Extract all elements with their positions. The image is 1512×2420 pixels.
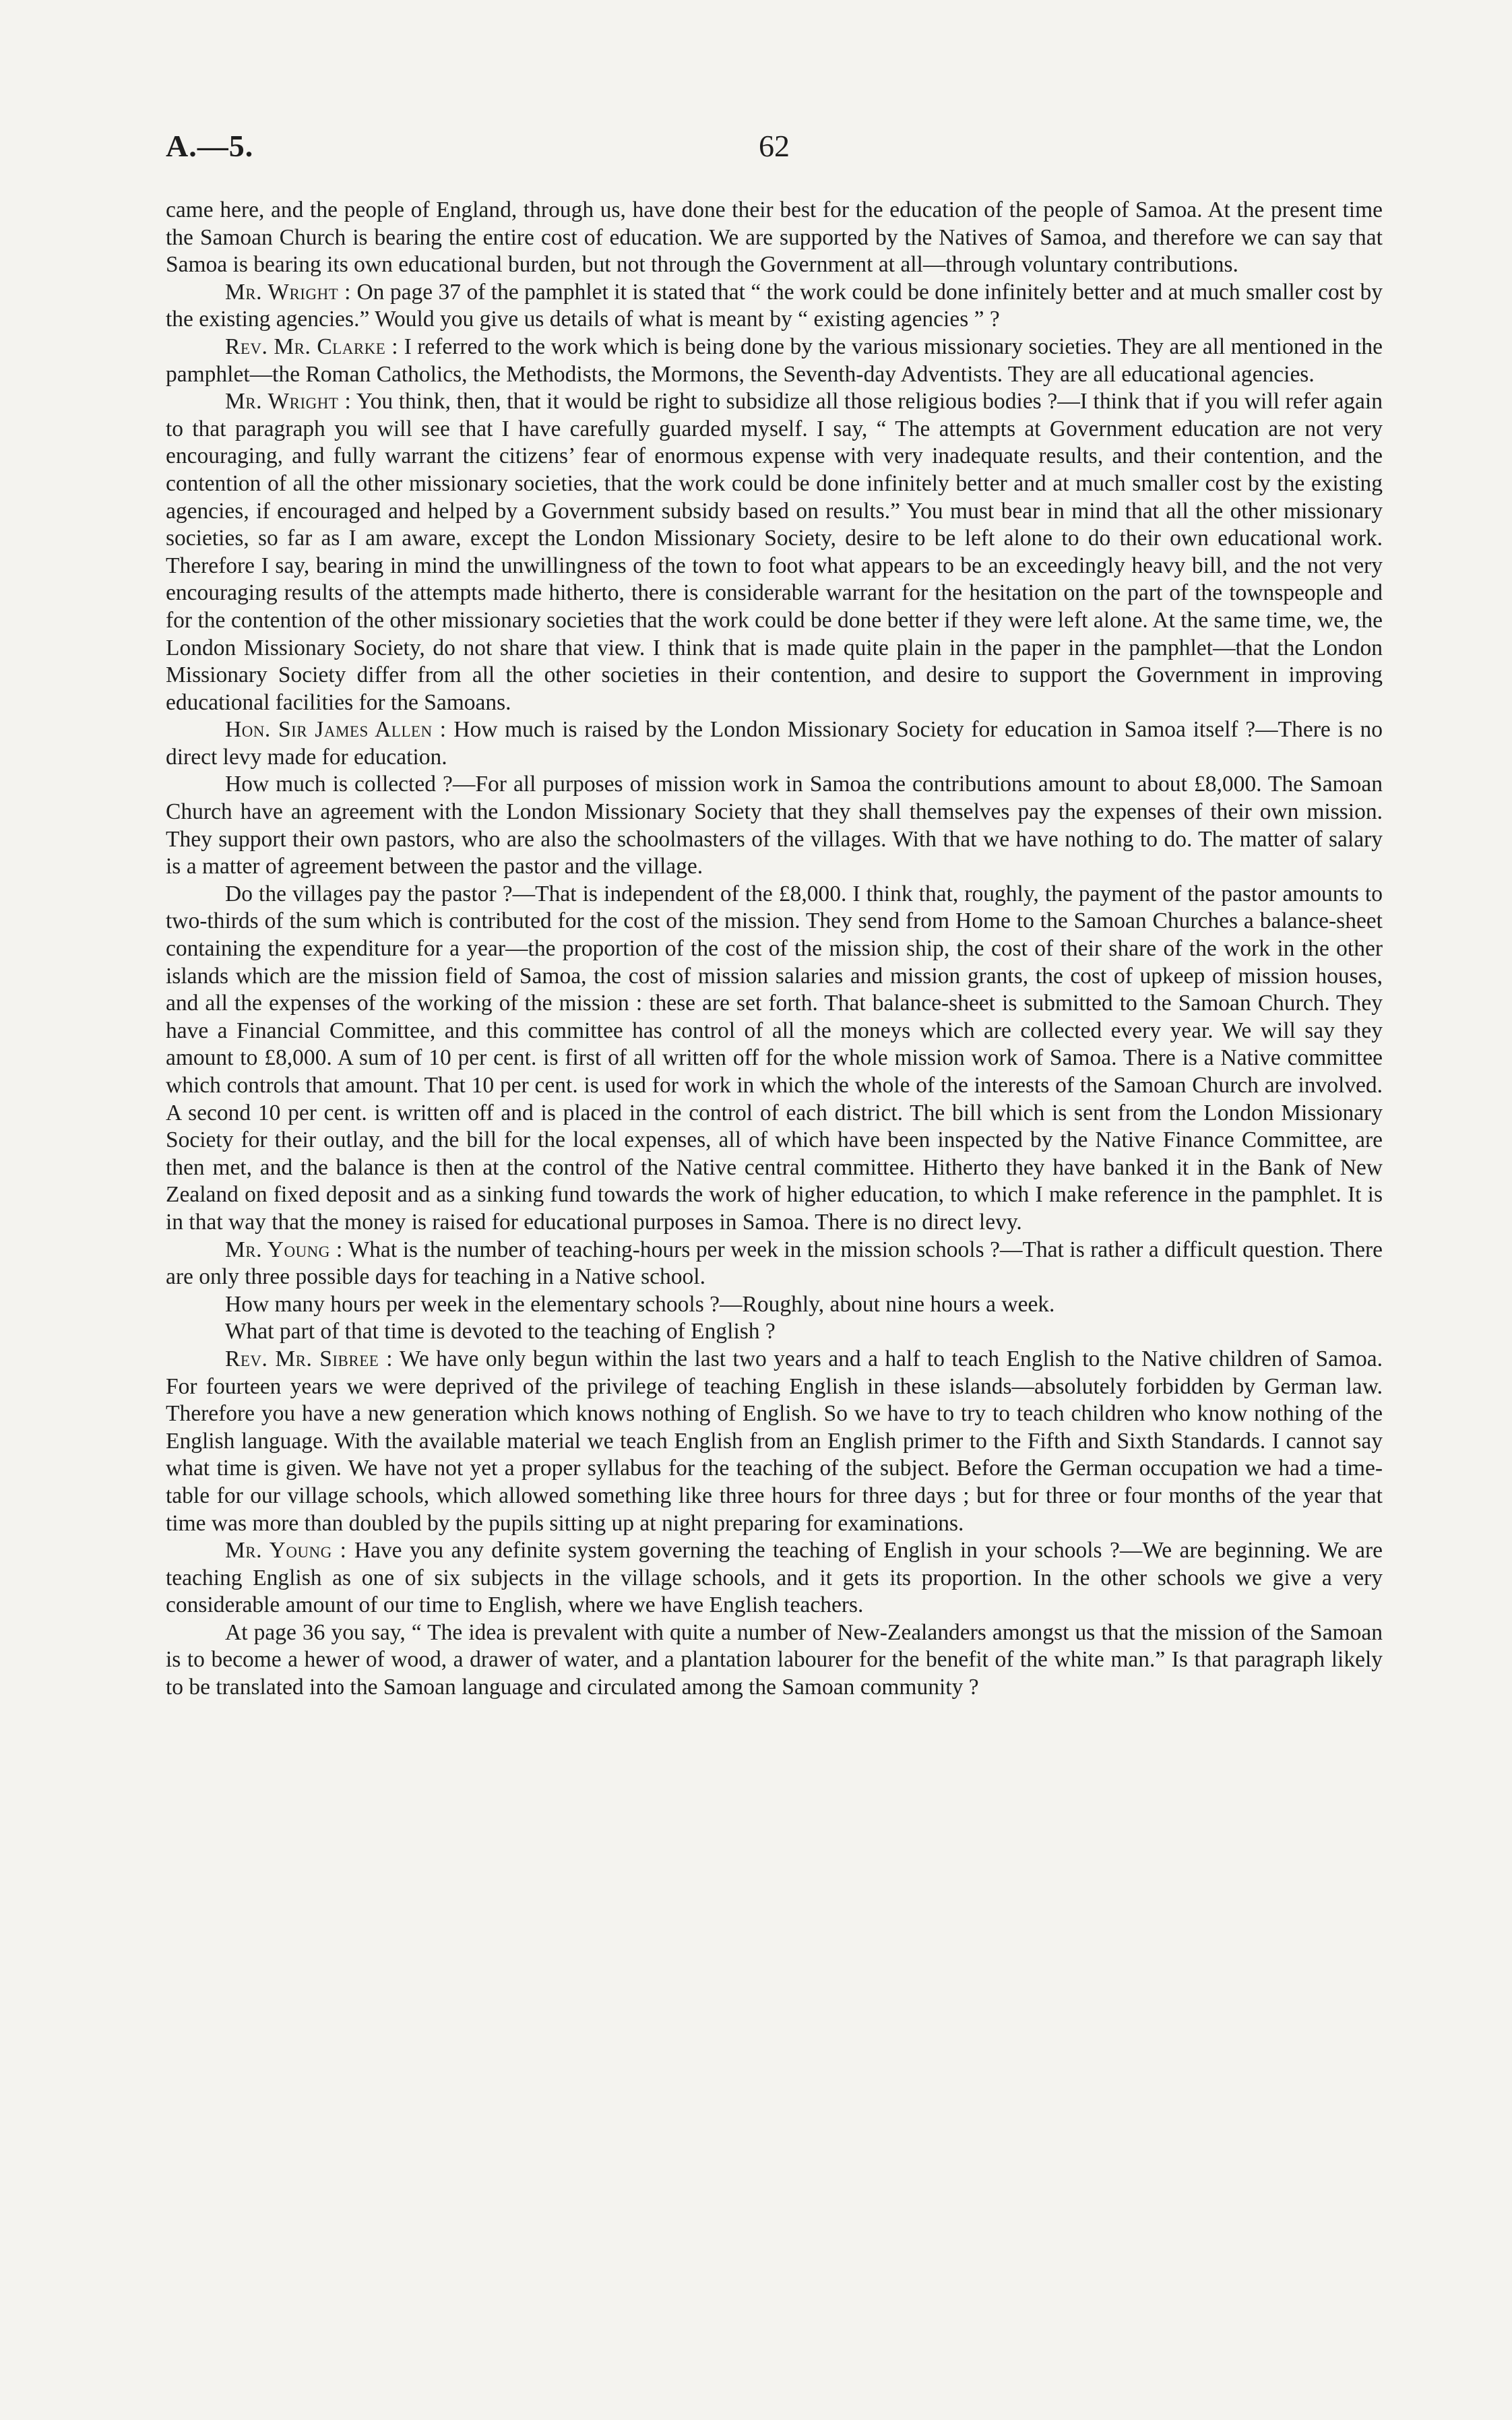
speaker-name: Mr. Young : (225, 1237, 343, 1262)
paragraph (166, 716, 1383, 771)
paragraph-text: Have you any definite system governing the teaching of English in your schools ?—We are beginning. We are teaching English as one of six subjects in the village schools, and it gets its proportion. In the other schools we give a very considerable amount of our time to English, where we have English teachers. (166, 1538, 1383, 1618)
document-reference: A.—5. (166, 129, 254, 163)
speaker-name: Mr. Wright : (225, 389, 352, 414)
speaker-name: Rev. Mr. Clarke : (225, 334, 399, 359)
paragraph-text: At page 36 you say, “ The idea is prevalent with quite a number of New-Zealanders amongst us that the mission of the Samoan is to become a hewer of wood, a drawer of water, and a plantation labourer for the benefit of the white man.” Is that paragraph likely to be translated into the Samoan language and circulated among the Samoan community ? (166, 1619, 1383, 1700)
paragraph-text: How much is collected ?—For all purposes of mission work in Samoa the contributions amount to about £8,000. The Samoan Church have an agreement with the London Missionary Society that they shall themselves pay the expenses of their own mission. They support their own pastors, who are also the schoolmasters of the villages. With that we have nothing to do. The matter of salary is a matter of agreement between the pastor and the village. (166, 772, 1383, 879)
page-header (166, 128, 1383, 175)
paragraph (166, 334, 1383, 388)
paragraph-text: Do the villages pay the pastor ?—That is independent of the £8,000. I think that, roughly, the payment of the pastor amounts to two-thirds of the sum which is contributed for the cost of the mission. They send from Home to the Samoan Churches a balance-sheet containing the expenditure for a year—the proportion of the cost of the mission ship, the cost of their share of the work in the other islands which are the mission field of Samoa, the cost of mission salaries and mission grants, the cost of upkeep of mission houses, and all the expenses of the working of the mission : these are set forth. That balance-sheet is submitted to the Samoan Church. They have a Financial Committee, and this committee has control of all the moneys which are collected every year. We will say they amount to £8,000. A sum of 10 per cent. is first of all written off for the whole mission work of Samoa. There is a Native committee which controls that amount. That 10 per cent. is used for work in which the whole of the interests of the Samoan Church are involved. A second 10 per cent. is written off and is placed in the control of each district. The bill which is sent from the London Missionary Society for their outlay, and the bill for the local expenses, all of which have been inspected by the Native Finance Committee, are then met, and the balance is then at the control of the Native central committee. Hitherto they have banked it in the Bank of New Zealand on fixed deposit and as a sinking fund towards the work of higher education, to which I make reference in the pamphlet. It is in that way that the money is raised for educational purposes in Samoa. There is no direct levy. (166, 881, 1383, 1235)
paragraph-text: How many hours per week in the elementary schools ?—Roughly, about nine hours a week. (225, 1291, 1055, 1317)
paragraph (166, 388, 1383, 716)
paragraph (166, 1318, 1383, 1346)
paragraph (166, 771, 1383, 880)
page-number: 62 (759, 129, 790, 163)
speaker-name: Rev. Mr. Sibree : (225, 1346, 393, 1371)
paragraph-text: You think, then, that it would be right to subsidize all those religious bodies ?—I think that if you will refer again to that paragraph you will see that I have carefully guarded myself. I say, “ The attempts at Government education are not very encouraging, and fully warrant the citizens’ fear of enormous expense with very inadequate results, and their contention, and the contention of all the other missionary societies, that the work could be done infinitely better and at much smaller cost by the existing agencies, if encouraged and helped by a Government subsidy based on results.” You must bear in mind that all the other missionary societies, so far as I am aware, except the London Missionary Society, desire to be left alone to do their own educational work. Therefore I say, bearing in mind the unwillingness of the town to foot what appears to be an exceedingly heavy bill, and the not very encouraging results of the attempts made hitherto, there is considerable warrant for the hesitation on the part of the townspeople and for the contention of the other missionary societies that the work could be done better if they were left alone. At the same time, we, the London Missionary Society, do not share that view. I think that is made quite plain in the paper in the pamphlet—that the London Missionary Society differ from all the other societies in their contention, and desire to support the Government in improving educational facilities for the Samoans. (166, 389, 1383, 715)
speaker-name: Mr. Wright : (225, 279, 351, 305)
paragraph-text: came here, and the people of England, through us, have done their best for the education of the people of Samoa. At the present time the Samoan Church is bearing the entire cost of education. We are supported by the Natives of Samoa, and therefore we can say that Samoa is bearing its own educational burden, but not through the Government at all—through voluntary contributions. (166, 197, 1383, 278)
paragraph (166, 1346, 1383, 1537)
speaker-name: Hon. Sir James Allen : (225, 717, 447, 743)
paragraph (166, 1619, 1383, 1702)
paragraph (166, 881, 1383, 1237)
speaker-name: Mr. Young : (225, 1538, 347, 1563)
paragraph-text: We have only begun within the last two years and a half to teach English to the Native children of Samoa. For fourteen years we were deprived of the privilege of teaching English in these islands—absolutely forbidden by German law. Therefore you have a new generation which knows nothing of English. So we have to try to teach children who know nothing of the English language. With the available material we teach English from an English primer to the Fifth and Sixth Standards. I cannot say what time is given. We have not yet a proper syllabus for the teaching of the subject. Before the German occupation we had a time-table for our village schools, which allowed something like three hours for three days ; but for three or four months of the year that time was more than doubled by the pupils sitting up at night preparing for examinations. (166, 1346, 1383, 1536)
paragraph (166, 1537, 1383, 1619)
body-text (166, 197, 1383, 1702)
paragraph-text: What part of that time is devoted to the teaching of English ? (225, 1319, 776, 1344)
paragraph (166, 1237, 1383, 1291)
paragraph-text: I referred to the work which is being done by the various missionary societies. They are all mentioned in the pamphlet—the Roman Catholics, the Methodists, the Mormons, the Seventh-day Adventists. They are all educational agencies. (166, 334, 1383, 387)
paragraph-text: How much is raised by the London Missionary Society for education in Samoa itself ?—There is no direct levy made for education. (166, 717, 1383, 770)
paragraph-text: On page 37 of the pamphlet it is stated that “ the work could be done infinitely better and at much smaller cost by the existing agencies.” Would you give us details of what is meant by “ existing agencies ” ? (166, 279, 1383, 332)
paragraph (166, 197, 1383, 279)
paragraph-text: What is the number of teaching-hours per week in the mission schools ?—That is rather a difficult question. There are only three possible days for teaching in a Native school. (166, 1237, 1383, 1290)
paragraph (166, 279, 1383, 334)
paragraph (166, 1291, 1383, 1319)
